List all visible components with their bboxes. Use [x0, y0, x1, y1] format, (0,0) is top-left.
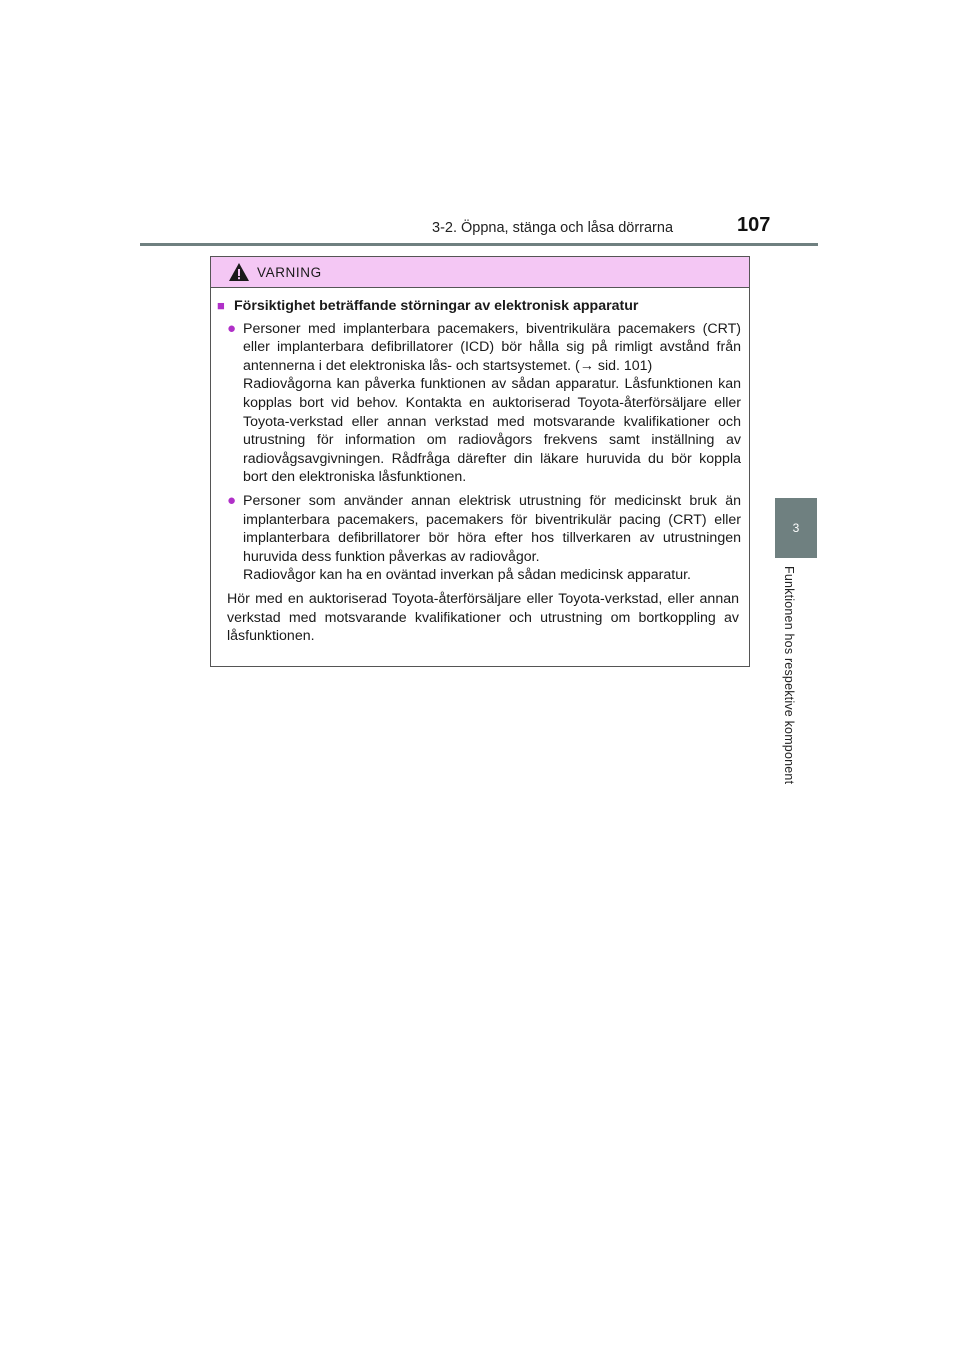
section-title: 3-2. Öppna, stänga och låsa dörrarna — [432, 220, 674, 236]
warning-body — [211, 288, 749, 646]
page-number: 107 — [737, 214, 771, 236]
round-bullet: ● — [227, 319, 237, 337]
warning-box — [210, 256, 750, 667]
paragraph: Radiovågor kan ha en oväntad inverkan på sådan medicinsk apparatur. — [243, 567, 691, 584]
round-bullet: ● — [227, 491, 237, 509]
warning-label: VARNING — [257, 264, 322, 280]
chapter-number: 3 — [792, 521, 800, 535]
paragraph: Personer som använder annan elektrisk utrustning för medicinskt bruk än implanterbara pacemakers, pacemakers för biventrikulär pacing (CRT) eller implanterbara defibrillatorer bör höra efter hos tillverkaren av utrustningen huruvida dess funktion påverkas av radiovågor. — [243, 492, 741, 565]
warning-header — [211, 257, 749, 288]
warning-section-title: Försiktighet beträffande störningar av elektronisk apparatur — [234, 298, 639, 314]
chapter-title: Funktionen hos respektive komponent — [782, 566, 796, 785]
warning-section-heading — [217, 297, 741, 316]
closing-paragraph: Hör med en auktoriserad Toyota-återförsäljare eller Toyota-verkstad, eller annan verkstad med motsvarande kvalifikationer och utrustning om bortkoppling av låsfunktionen. — [227, 590, 739, 645]
chapter-tab[interactable] — [775, 498, 817, 558]
square-bullet: ■ — [217, 298, 225, 313]
list-item-text — [243, 492, 741, 585]
list-item — [217, 320, 741, 487]
header-rule — [140, 243, 818, 246]
warning-triangle-icon — [228, 262, 250, 282]
paragraph: Personer med implanterbara pacemakers, biventrikulära pacemakers (CRT) eller implanterbara defibrillatorer (ICD) bör hålla sig på rimligt avstånd från antennerna i det elektroniska lås- och startsystemet. (→ sid. 101) — [243, 320, 741, 374]
list-item-text — [243, 320, 741, 487]
list-item — [217, 492, 741, 585]
paragraph: Radiovågorna kan påverka funktionen av sådan apparatur. Låsfunktionen kan kopplas bort vid behov. Kontakta en auktoriserad Toyota-återförsäljare eller Toyota-verkstad eller annan verkstad med motsvarande kvalifikationer och utrustning för information om radiovågors frekvens samt inställning av radiovågsavgivningen. Rådfråga därefter din läkare huruvida du bör koppla bort den elektroniska låsfunktionen. — [243, 376, 741, 486]
